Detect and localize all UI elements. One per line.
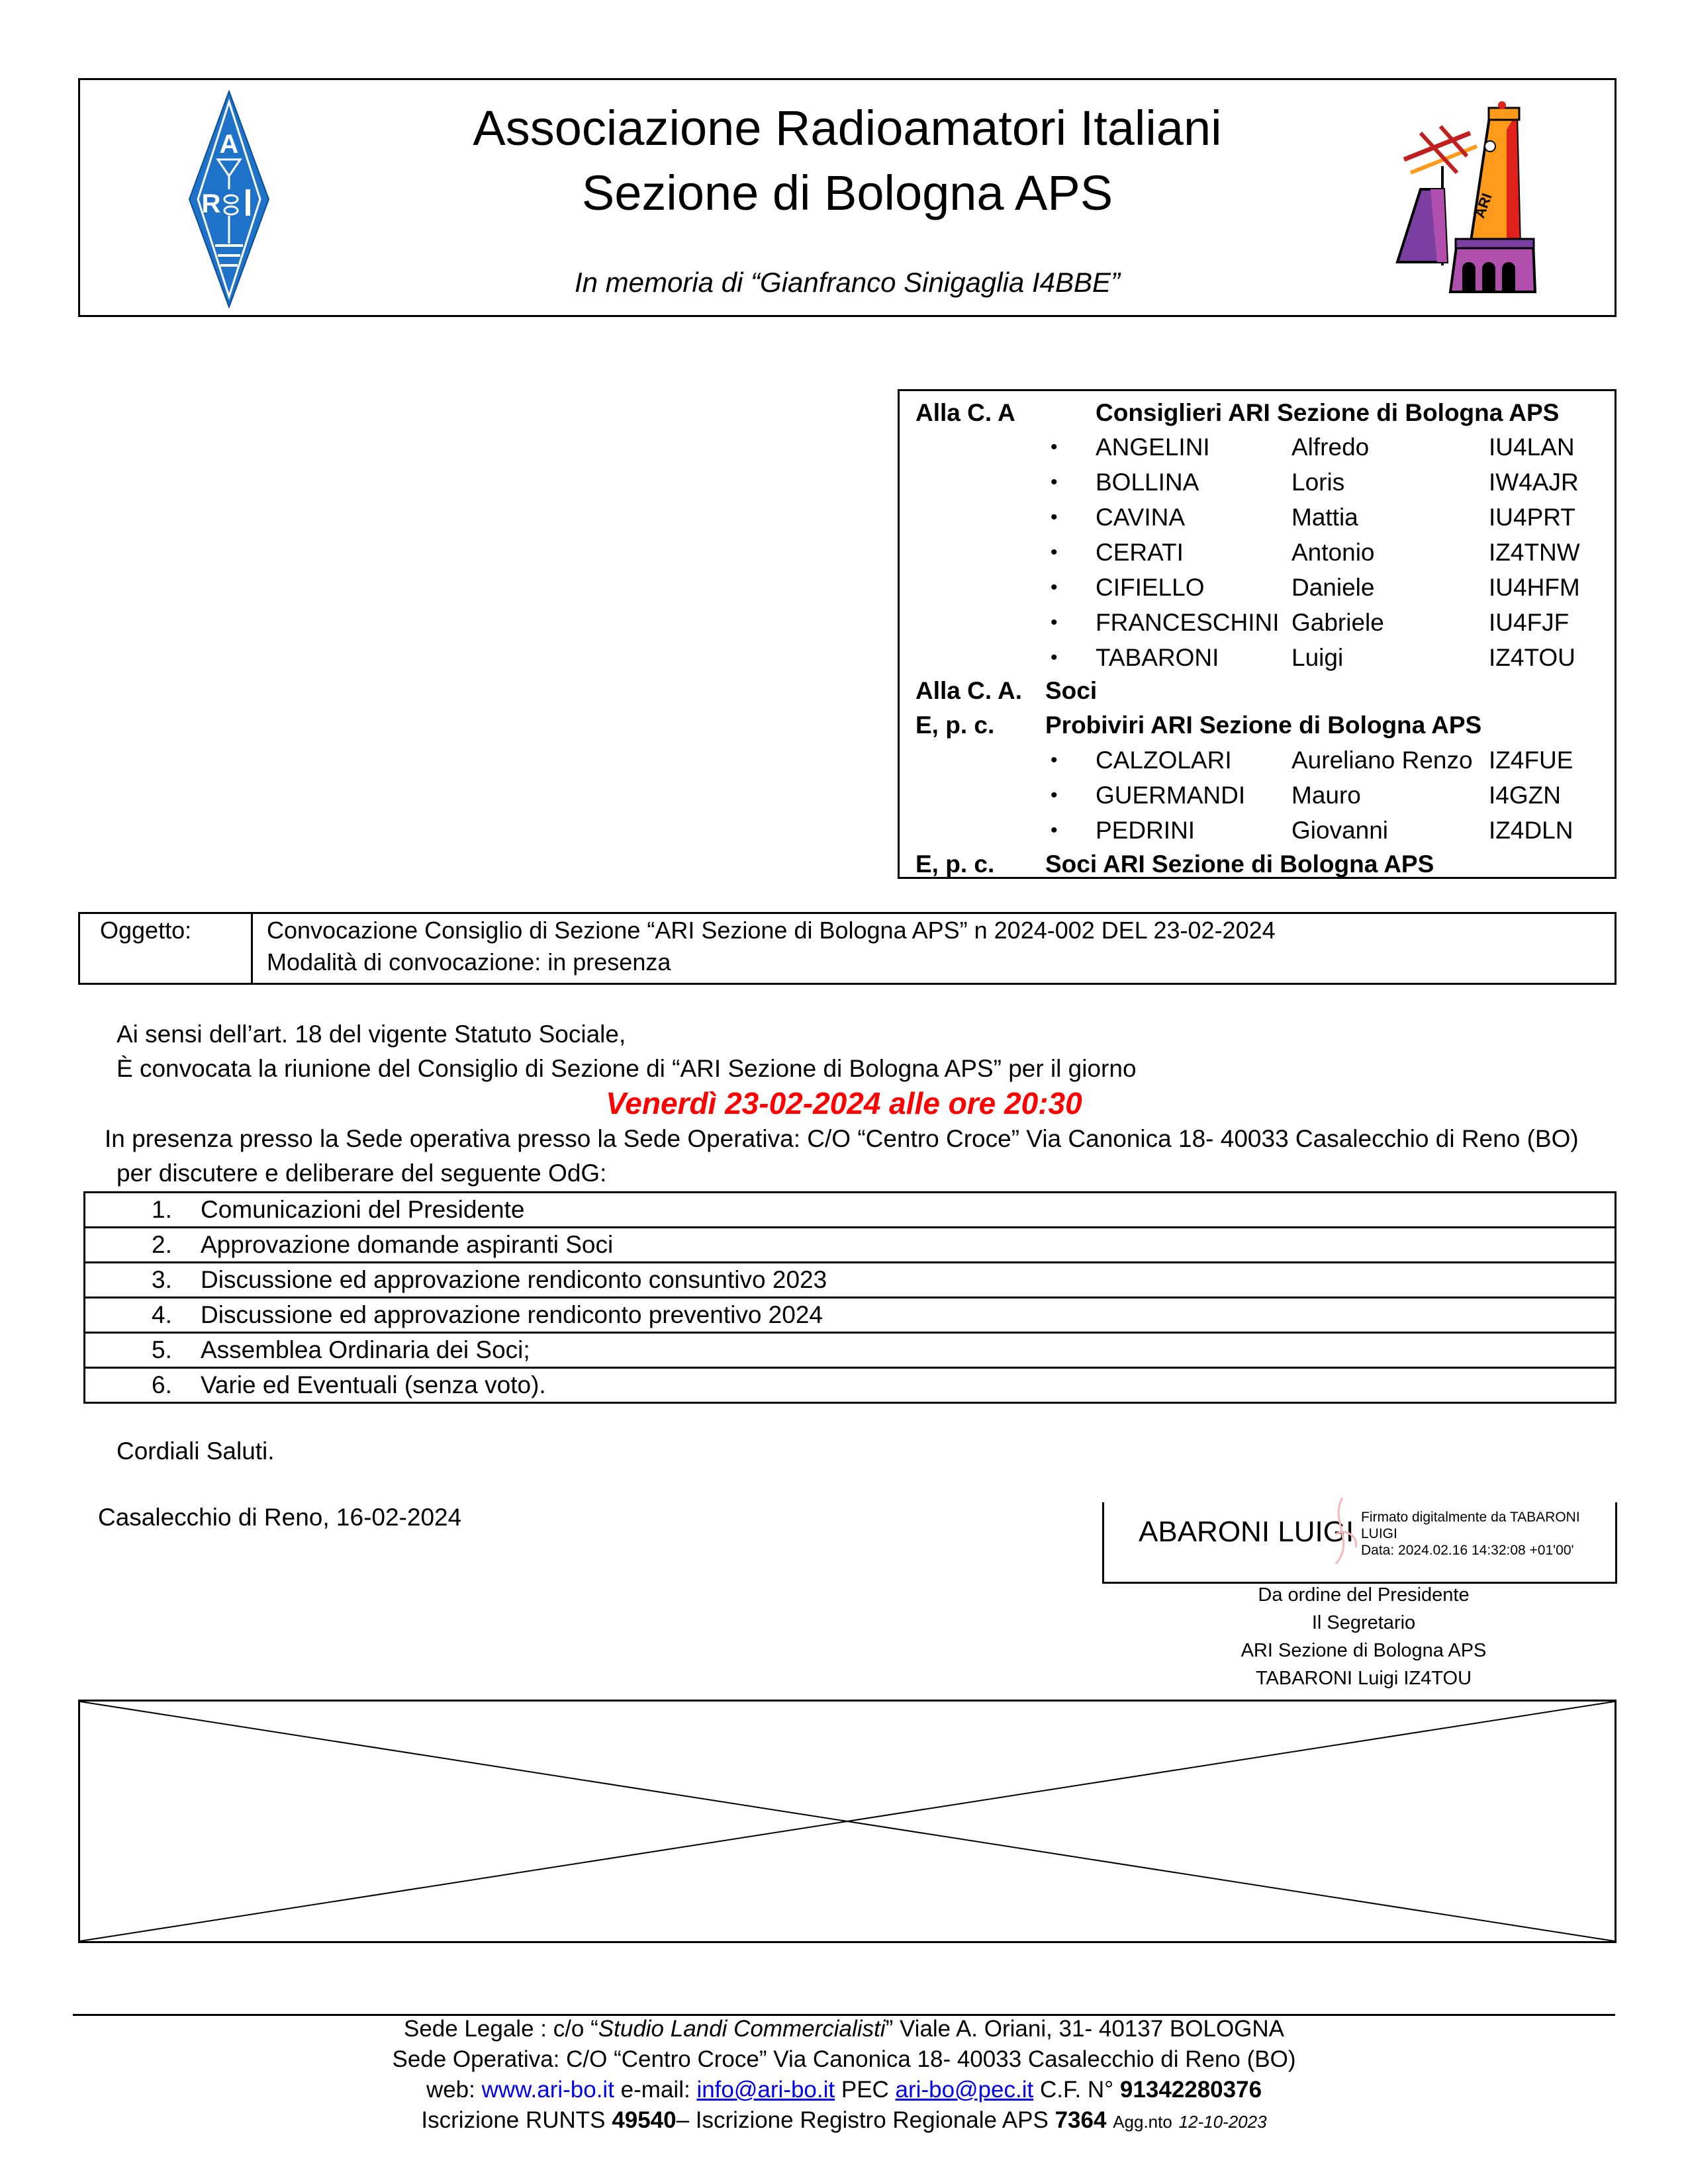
signer-organization: ARI Sezione di Bologna APS (1241, 1640, 1487, 1661)
member-callsign: IU4PRT (1489, 504, 1575, 531)
member-surname: CALZOLARI (1096, 747, 1232, 774)
bullet-icon: • (1051, 436, 1058, 458)
member-surname: CIFIELLO (1096, 574, 1205, 601)
member-name: Mauro (1291, 782, 1361, 809)
footer-contacts (0, 2077, 1688, 2103)
member-callsign: IZ4TNW (1489, 539, 1580, 566)
website-link[interactable]: www.ari-bo.it (481, 2077, 614, 2103)
image-placeholder (78, 1700, 1617, 1943)
recipient-group-label: Alla C. A. (915, 677, 1023, 704)
bullet-icon: • (1051, 612, 1058, 633)
member-surname: FRANCESCHINI (1096, 609, 1280, 636)
subject-label: Oggetto: (100, 917, 192, 944)
email-link[interactable]: info@ari-bo.it (696, 2077, 835, 2103)
agenda-intro: per discutere e deliberare del seguente OdG: (117, 1160, 607, 1187)
meeting-location: In presenza presso la Sede operativa presso la Sede Operativa: C/O “Centro Croce” Via Canonica 18- 40033 Casalecchio di Reno (BO) (105, 1125, 1579, 1152)
agenda-item (85, 1193, 1615, 1228)
bullet-icon: • (1051, 541, 1058, 563)
tax-code-label: C.F. N° (1039, 2077, 1114, 2103)
agenda-item-number: 1. (152, 1196, 172, 1223)
bullet-icon: • (1051, 784, 1058, 806)
organization-title: Associazione Radioamatori Italiani (473, 101, 1222, 156)
bullet-icon: • (1051, 506, 1058, 528)
recipient-group-label: Alla C. A (915, 399, 1015, 426)
place-and-date: Casalecchio di Reno, 16-02-2024 (98, 1504, 462, 1531)
agenda-item (85, 1369, 1615, 1404)
recipient-member (900, 500, 1615, 535)
registry-label: – Iscrizione Registro Regionale APS (676, 2107, 1049, 2133)
recipient-group-title: Soci (1045, 677, 1098, 704)
footer-operative-address: Sede Operativa: C/O “Centro Croce” Via Canonica 18- 40033 Casalecchio di Reno (BO) (392, 2046, 1296, 2072)
recipient-group-header (900, 395, 1615, 430)
updated-date: 12-10-2023 (1178, 2112, 1267, 2132)
footer-legal-address (0, 2016, 1688, 2042)
closing-greeting: Cordiali Saluti. (117, 1437, 275, 1465)
member-name: Loris (1291, 469, 1345, 496)
member-callsign: IU4FJF (1489, 609, 1570, 636)
section-title: Sezione di Bologna APS (581, 165, 1113, 220)
svg-text:A: A (219, 130, 239, 159)
member-callsign: IZ4DLN (1489, 817, 1573, 844)
runts-value: 49540 (612, 2107, 677, 2133)
recipient-member (900, 430, 1615, 465)
bullet-icon: • (1051, 819, 1058, 841)
letterhead (78, 78, 1617, 317)
recipient-member (900, 743, 1615, 778)
pec-label: PEC (841, 2077, 889, 2103)
member-surname: CAVINA (1096, 504, 1186, 531)
digital-signature-box[interactable] (1102, 1502, 1617, 1584)
signature-signed-by-cont: LUIGI (1361, 1526, 1397, 1541)
agenda-item (85, 1263, 1615, 1298)
member-callsign: I4GZN (1489, 782, 1561, 809)
member-name: Giovanni (1291, 817, 1389, 844)
subject-text: Convocazione Consiglio di Sezione “ARI Sezione di Bologna APS” n 2024-002 DEL 23-02-2024 (267, 917, 1276, 944)
member-name: Daniele (1291, 574, 1375, 601)
recipient-member (900, 465, 1615, 500)
member-surname: GUERMANDI (1096, 782, 1246, 809)
recipient-group-label: E, p. c. (915, 711, 995, 739)
signature-signed-by: Firmato digitalmente da TABARONI (1361, 1510, 1580, 1525)
subject-mode: Modalità di convocazione: in presenza (267, 948, 671, 976)
signer-role: Il Segretario (1311, 1612, 1416, 1633)
meeting-date-time: Venerdì 23-02-2024 alle ore 20:30 (606, 1086, 1082, 1120)
recipient-member (900, 605, 1615, 640)
member-callsign: IU4HFM (1489, 574, 1580, 601)
svg-text:R: R (201, 189, 221, 218)
signer-order: Da ordine del Presidente (1258, 1584, 1470, 1606)
member-surname: CERATI (1096, 539, 1184, 566)
subject-divider (251, 914, 253, 983)
recipient-member (900, 640, 1615, 675)
convocation-sentence: È convocata la riunione del Consiglio di Sezione di “ARI Sezione di Bologna APS” per il giorno (117, 1055, 1137, 1082)
member-surname: PEDRINI (1096, 817, 1196, 844)
member-callsign: IW4AJR (1489, 469, 1579, 496)
registry-value: 7364 (1055, 2107, 1107, 2133)
member-name: Mattia (1291, 504, 1358, 531)
footer-legal-prefix: Sede Legale : c/o “ (403, 2016, 598, 2042)
member-name: Gabriele (1291, 609, 1384, 636)
agenda-item-text: Comunicazioni del Presidente (201, 1196, 525, 1223)
agenda-table (83, 1191, 1617, 1404)
bullet-icon: • (1051, 576, 1058, 598)
agenda-item-text: Discussione ed approvazione rendiconto consuntivo 2023 (201, 1266, 827, 1293)
updated-label: Agg.nto (1113, 2112, 1172, 2132)
member-surname: ANGELINI (1096, 433, 1210, 461)
memorial-dedication: In memoria di “Gianfranco Sinigaglia I4BBE” (574, 267, 1121, 298)
member-name: Luigi (1291, 644, 1344, 671)
member-callsign: IU4LAN (1489, 433, 1575, 461)
subject-box (78, 912, 1617, 985)
member-surname: TABARONI (1096, 644, 1219, 671)
agenda-item-text: Varie ed Eventuali (senza voto). (201, 1371, 546, 1398)
agenda-item-number: 4. (152, 1301, 172, 1328)
bullet-icon: • (1051, 647, 1058, 668)
signature-name: ABARONI LUIGI (1139, 1516, 1354, 1548)
recipient-group-header (900, 707, 1615, 743)
signer-name: TABARONI Luigi IZ4TOU (1255, 1668, 1472, 1689)
agenda-item-text: Approvazione domande aspiranti Soci (201, 1231, 614, 1258)
member-name: Aureliano Renzo (1291, 747, 1473, 774)
recipient-group-title: Consiglieri ARI Sezione di Bologna APS (1096, 399, 1560, 426)
recipient-member (900, 778, 1615, 813)
pdf-signature-icon (1323, 1494, 1362, 1567)
recipient-group-header (900, 673, 1615, 708)
agenda-item-text: Discussione ed approvazione rendiconto preventivo 2024 (201, 1301, 823, 1328)
svg-text:ARI: ARI (1471, 191, 1495, 220)
bullet-icon: • (1051, 471, 1058, 493)
agenda-item-text: Assemblea Ordinaria dei Soci; (201, 1336, 530, 1363)
bullet-icon: • (1051, 749, 1058, 771)
runts-label: Iscrizione RUNTS (421, 2107, 606, 2133)
recipient-group-title: Probiviri ARI Sezione di Bologna APS (1045, 711, 1482, 739)
recipient-member (900, 813, 1615, 848)
pec-link[interactable]: ari-bo@pec.it (895, 2077, 1034, 2103)
recipient-group-label: E, p. c. (915, 850, 995, 878)
agenda-item-number: 6. (152, 1371, 172, 1398)
recipient-member (900, 535, 1615, 570)
tax-code-value: 91342280376 (1119, 2077, 1262, 2103)
agenda-item (85, 1298, 1615, 1334)
recipient-group-header (900, 846, 1615, 882)
footer-legal-studio: Studio Landi Commercialisti (598, 2016, 886, 2042)
member-surname: BOLLINA (1096, 469, 1199, 496)
member-name: Antonio (1291, 539, 1375, 566)
member-callsign: IZ4FUE (1489, 747, 1573, 774)
recipient-group-title: Soci ARI Sezione di Bologna APS (1045, 850, 1434, 878)
agenda-item (85, 1334, 1615, 1369)
footer-registrations (0, 2107, 1688, 2134)
bologna-towers-logo-icon (1384, 93, 1596, 305)
statute-reference: Ai sensi dell’art. 18 del vigente Statuto Sociale, (117, 1021, 626, 1048)
recipient-member (900, 570, 1615, 605)
member-callsign: IZ4TOU (1489, 644, 1575, 671)
agenda-item-number: 3. (152, 1266, 172, 1293)
member-name: Alfredo (1291, 433, 1370, 461)
missing-image-x-icon (80, 1702, 1615, 1941)
signature-details (1361, 1509, 1580, 1559)
recipients-box (898, 389, 1617, 879)
email-label: e-mail: (620, 2077, 690, 2103)
agenda-item-number: 5. (152, 1336, 172, 1363)
signature-timestamp: Data: 2024.02.16 14:32:08 +01'00' (1361, 1543, 1574, 1558)
agenda-item (85, 1228, 1615, 1263)
agenda-item-number: 2. (152, 1231, 172, 1258)
footer-legal-suffix: ” Viale A. Oriani, 31- 40137 BOLOGNA (885, 2016, 1285, 2042)
web-label: web: (426, 2077, 475, 2103)
